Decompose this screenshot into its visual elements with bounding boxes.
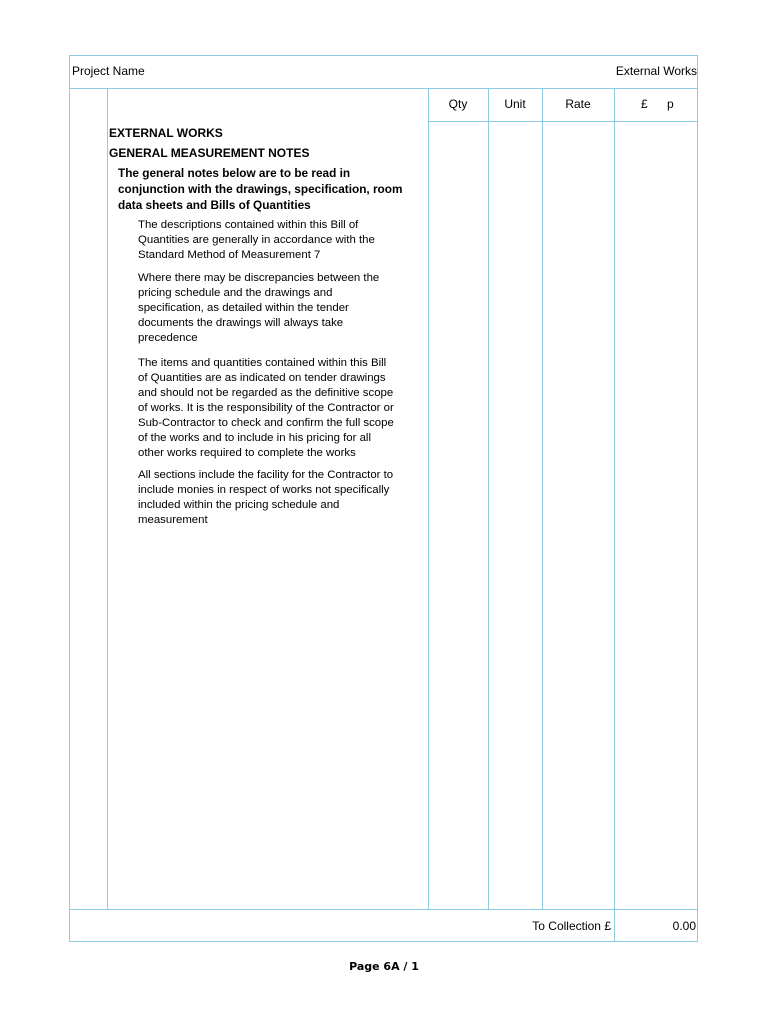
- note-paragraph: The items and quantities contained within this Bill of Quantities are as indicated on tender drawings and should not be regarded as the definitive scope of works. It is the responsibility of the Contractor or Sub-Contractor to check and confirm the full scope of the works and to include in his pricing for all other works required to complete the works: [138, 357, 394, 459]
- heading-external-works: EXTERNAL WORKS: [109, 126, 223, 140]
- intro-note: The general notes below are to be read in conjunction with the drawings, specification, room data sheets and Bills of Quantities: [118, 166, 403, 212]
- unit-column-divider: [488, 88, 489, 909]
- rate-column-divider: [542, 88, 543, 909]
- rate-column-header: Rate: [565, 97, 591, 111]
- pound-column-header: £: [641, 97, 648, 111]
- header-divider: [69, 88, 698, 89]
- amount-column-divider: [614, 88, 615, 942]
- project-name-label: Project Name: [72, 64, 145, 78]
- column-header-divider: [428, 121, 698, 122]
- to-collection-label: To Collection £: [532, 919, 611, 933]
- pence-column-header: p: [667, 97, 674, 111]
- note-paragraph: All sections include the facility for the Contractor to include monies in respect of works not specifically included within the pricing schedule and measurement: [138, 469, 394, 526]
- to-collection-value: 0.00: [672, 919, 696, 933]
- qty-column-header: Qty: [448, 97, 468, 111]
- totals-divider: [69, 909, 698, 910]
- unit-column-header: Unit: [504, 97, 526, 111]
- note-paragraph: The descriptions contained within this Bill of Quantities are generally in accordance with the Standard Method of Measurement 7: [138, 219, 375, 261]
- section-title: External Works: [615, 64, 697, 78]
- page-number: Page 6A / 1: [349, 960, 419, 973]
- ref-column-divider: [107, 88, 108, 909]
- note-paragraph: Where there may be discrepancies between the pricing schedule and the drawings and specification, as detailed within the tender documents the drawings will always take precedence: [138, 272, 380, 344]
- heading-general-measurement-notes: GENERAL MEASUREMENT NOTES: [109, 146, 310, 160]
- qty-column-divider: [428, 88, 429, 909]
